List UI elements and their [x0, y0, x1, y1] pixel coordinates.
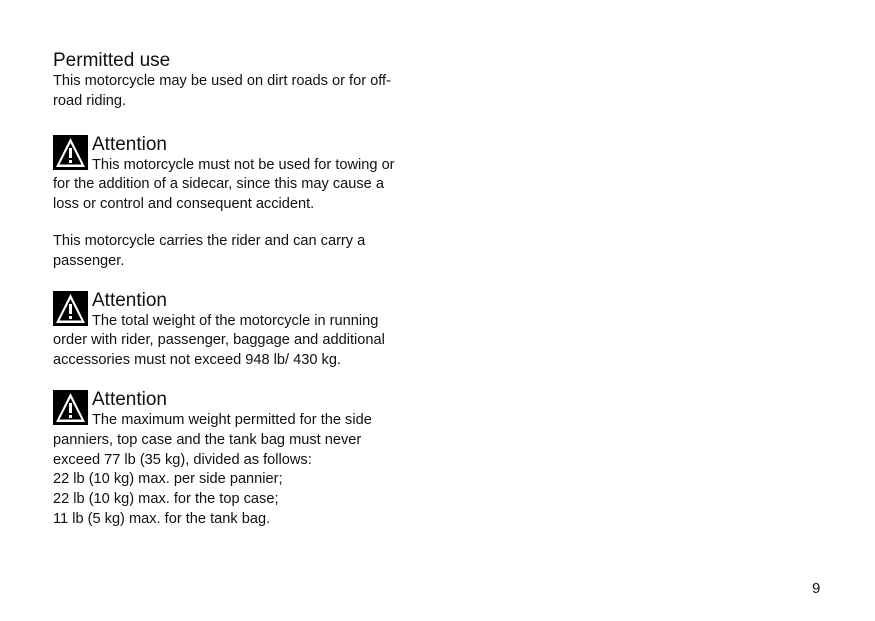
attention-3-line-4: 22 lb (10 kg) max. per side pannier; [53, 471, 283, 488]
permitted-use-title: Permitted use [53, 50, 171, 71]
attention-2-line-2: order with rider, passenger, baggage and additional [53, 332, 385, 349]
attention-3-line-5: 22 lb (10 kg) max. for the top case; [53, 491, 279, 508]
attention-block-luggage-weight [53, 389, 438, 530]
passenger-note-line-1: This motorcycle carries the rider and can carry a [53, 232, 366, 249]
warning-triangle-icon [53, 390, 88, 425]
attention-3-line-2: panniers, top case and the tank bag must never [53, 431, 362, 448]
attention-1-line-2: for the addition of a sidecar, since this may cause a [53, 176, 384, 193]
page-content [53, 50, 438, 530]
permitted-use-line-2: road riding. [53, 92, 127, 109]
permitted-use-line-1: This motorcycle may be used on dirt roads or for off- [53, 73, 391, 89]
attention-2-line-3: accessories must not exceed 948 lb/ 430 kg. [53, 352, 341, 369]
warning-triangle-icon [53, 291, 88, 326]
attention-block-total-weight [53, 290, 438, 371]
attention-2-title: Attention [92, 289, 167, 311]
passenger-note [53, 232, 438, 272]
attention-3-line-3: exceed 77 lb (35 kg), divided as follows: [53, 451, 312, 468]
permitted-use-section [53, 50, 438, 112]
attention-1-title: Attention [92, 133, 167, 155]
attention-1-line-1: This motorcycle must not be used for towing or [92, 156, 395, 173]
attention-3-title: Attention [92, 388, 167, 410]
attention-block-towing [53, 134, 438, 215]
warning-triangle-icon [53, 135, 88, 170]
page-number: 9 [812, 580, 821, 597]
attention-1-line-3: loss or control and consequent accident. [53, 196, 315, 213]
attention-3-line-6: 11 lb (5 kg) max. for the tank bag. [53, 510, 271, 527]
attention-2-line-1: The total weight of the motorcycle in running [92, 312, 379, 329]
attention-3-line-1: The maximum weight permitted for the side [92, 411, 372, 428]
passenger-note-line-2: passenger. [53, 252, 125, 269]
